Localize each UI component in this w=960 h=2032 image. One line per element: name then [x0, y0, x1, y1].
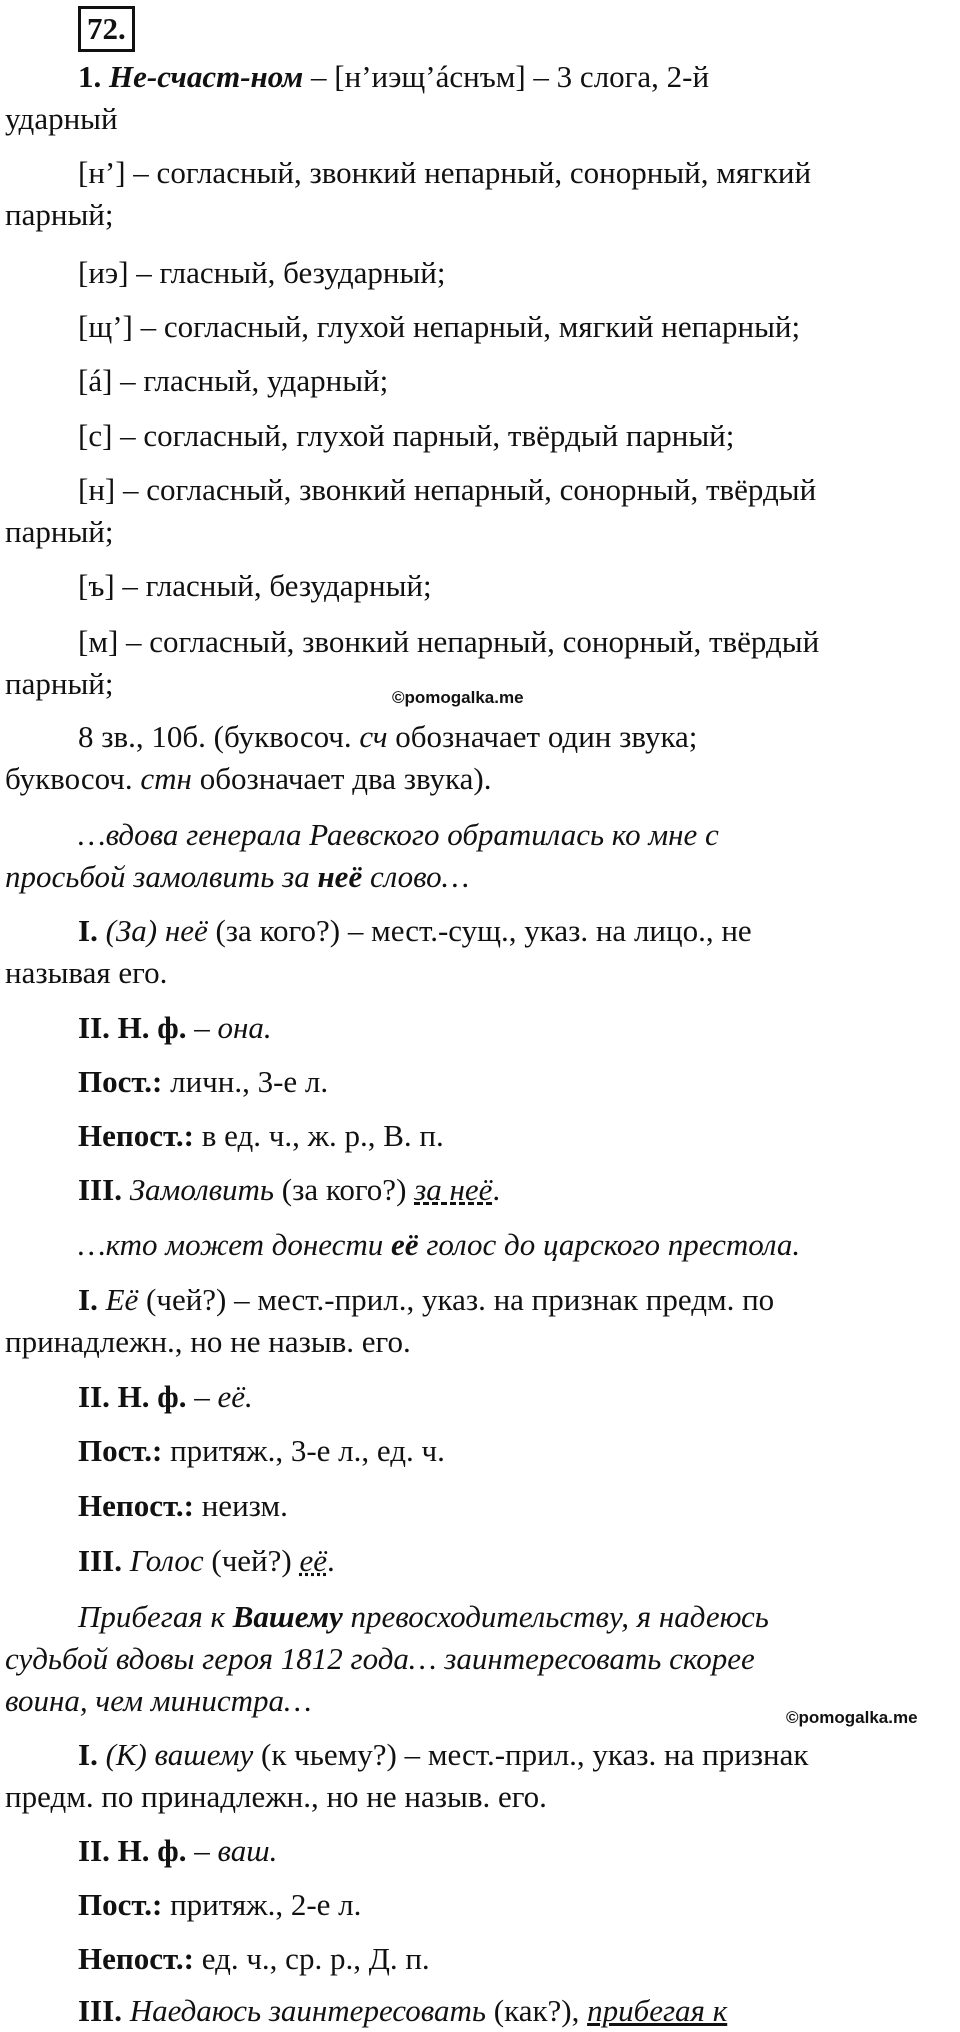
analysis-row: Пост.: притяж., 3-е л., ед. ч.: [78, 1433, 445, 1468]
sound-line: [иэ] – гласный, безударный;: [78, 255, 446, 290]
count-line-cont: буквосоч. стн обозначает два звука).: [5, 761, 492, 796]
quote-line: …кто может донести её голос до царского престола.: [78, 1227, 801, 1262]
quote-line: воина, чем министра…: [5, 1683, 312, 1718]
sound-line-cont: парный;: [5, 514, 114, 549]
analysis-row: I. (К) вашему (к чьему?) – мест.-прил., указ. на признак: [78, 1737, 809, 1772]
underlined-word: за неё: [414, 1172, 493, 1207]
count-line: 8 зв., 10б. (буквосоч. сч обозначает один звука;: [78, 719, 698, 754]
sound-line: [щ’] – согласный, глухой непарный, мягкий непарный;: [78, 309, 801, 344]
sound-line: [ъ] – гласный, безударный;: [78, 568, 432, 603]
analysis-row: I. (За) неё (за кого?) – мест.-сущ., указ. на лицо., не: [78, 913, 752, 948]
quote-line: …вдова генерала Раевского обратилась ко мне с: [78, 817, 719, 852]
sound-line-cont: парный;: [5, 666, 114, 701]
transcription-line-cont: ударный: [5, 101, 118, 136]
analysis-row: III. Наедаюсь заинтересовать (как?), прибегая к: [78, 1993, 728, 2028]
sound-line: [á] – гласный, ударный;: [78, 363, 389, 398]
sound-line: [м] – согласный, звонкий непарный, сонорный, твёрдый: [78, 624, 820, 659]
analysis-row: III. Замолвить (за кого?) за неё.: [78, 1172, 501, 1207]
analysis-row: Непост.: ед. ч., ср. р., Д. п.: [78, 1941, 430, 1976]
quote-line: судьбой вдовы героя 1812 года… заинтересовать скорее: [5, 1641, 755, 1676]
analysis-row: Пост.: притяж., 2-е л.: [78, 1887, 362, 1922]
watermark: ©pomogalka.me: [392, 688, 524, 707]
analysis-row-cont: предм. по принадлежн., но не назыв. его.: [5, 1779, 547, 1814]
sound-line: [н] – согласный, звонкий непарный, сонорный, твёрдый: [78, 472, 817, 507]
analysis-row: III. Голос (чей?) её.: [78, 1543, 335, 1578]
analysis-row: II. Н. ф. – её.: [78, 1379, 253, 1414]
sound-line: [н’] – согласный, звонкий непарный, сонорный, мягкий: [78, 155, 812, 190]
underlined-word: её: [299, 1543, 328, 1578]
analysis-row-cont: принадлежн., но не назыв. его.: [5, 1324, 411, 1359]
analysis-row: II. Н. ф. – ваш.: [78, 1833, 278, 1868]
analysis-row: I. Её (чей?) – мест.-прил., указ. на признак предм. по: [78, 1282, 775, 1317]
analysis-row: Пост.: личн., 3-е л.: [78, 1064, 329, 1099]
analysis-row: Непост.: неизм.: [78, 1488, 288, 1523]
analysis-row: II. Н. ф. – она.: [78, 1010, 272, 1045]
sound-line: [с] – согласный, глухой парный, твёрдый парный;: [78, 418, 735, 453]
sound-line-cont: парный;: [5, 197, 114, 232]
watermark: ©pomogalka.me: [786, 1708, 918, 1727]
analysis-row-cont: называя его.: [5, 955, 168, 990]
transcription-line: 1. Не-счаст-ном – [н’иэщ’áснъм] – 3 слога, 2-й: [78, 59, 710, 94]
quote-line: Прибегая к Вашему превосходительству, я надеюсь: [78, 1599, 769, 1634]
task-number: 72.: [78, 6, 135, 52]
underlined-word: прибегая к: [587, 1993, 728, 2028]
quote-line: просьбой замолвить за неё слово…: [5, 859, 470, 894]
analysis-row: Непост.: в ед. ч., ж. р., В. п.: [78, 1118, 444, 1153]
syllable-split-word: Не-счаст-ном: [109, 59, 304, 94]
